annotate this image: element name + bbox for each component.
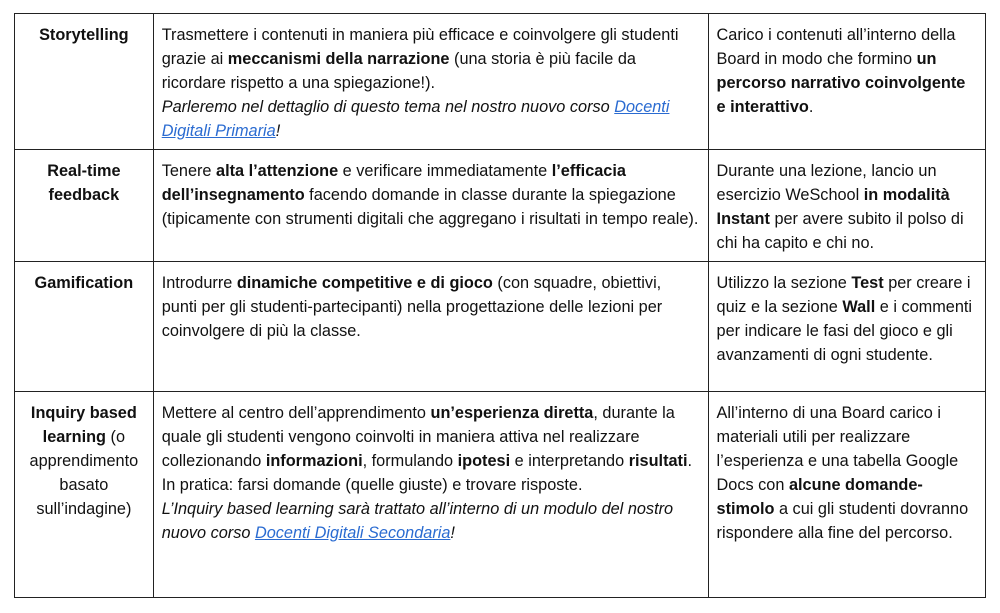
italic-note: L’Inquiry based learning sarà trattato all’interno di un modulo del nostro nuovo corso — [161, 500, 674, 542]
method-name-cell — [15, 14, 154, 150]
bold-text: alta l’attenzione — [216, 162, 339, 180]
bold-text: risultati — [628, 452, 688, 470]
body-text: e verificare immediatamente — [338, 162, 552, 180]
body-text: (con squadre, obiettivi, punti per gli studenti-partecipanti) nella progettazione delle lezioni per coinvolgere di più la classe. — [161, 274, 663, 340]
body-text: In pratica: farsi domande (quelle giuste) e trovare risposte. — [161, 476, 583, 494]
body-text: Carico i contenuti all’interno della Board in modo che formino — [716, 26, 956, 68]
method-name: Gamification — [34, 274, 134, 292]
bold-text: l’efficacia dell’insegnamento — [161, 162, 626, 204]
table-row — [15, 262, 986, 392]
method-example-cell — [708, 14, 985, 150]
course-link[interactable]: Docenti Digitali Secondaria — [254, 524, 451, 542]
table-row — [15, 14, 986, 150]
bold-text: ipotesi — [457, 452, 511, 470]
method-description-cell — [153, 392, 708, 598]
bold-text: un’esperienza diretta — [430, 404, 594, 422]
course-link[interactable]: Docenti Digitali Primaria — [161, 98, 670, 140]
methods-table — [14, 13, 986, 598]
bold-text: Wall — [842, 298, 876, 316]
body-text: All’interno di una Board carico i materiali utili per realizzare l’esperienza e una tabella Google Docs con — [716, 404, 959, 494]
body-text: e interpretando — [510, 452, 629, 470]
body-text: (una storia è più facile da ricordare rispetto a una spiegazione!). — [161, 50, 636, 92]
body-text: , durante la quale gli studenti vengono coinvolti in maniera attiva nel realizzare collezionando — [161, 404, 675, 470]
method-example-cell — [708, 392, 985, 598]
body-text: , formulando — [362, 452, 458, 470]
body-text: Trasmettere i contenuti in maniera più efficace e coinvolgere gli studenti grazie ai — [161, 26, 679, 68]
body-text: Introdurre — [161, 274, 237, 292]
body-text: facendo domande in classe durante la spiegazione (tipicamente con strumenti digitali che aggregano i risultati in tempo reale). — [161, 186, 699, 228]
bold-text: un percorso narrativo coinvolgente e interattivo — [716, 50, 966, 116]
bold-text: meccanismi della narrazione — [227, 50, 450, 68]
method-name-note: (o apprendimento basato sull’indagine) — [29, 428, 139, 518]
method-name: Real-time feedback — [47, 162, 121, 204]
body-text: . — [808, 98, 814, 116]
bold-text: dinamiche competitive e di gioco — [236, 274, 493, 292]
bold-text: alcune domande-stimolo — [716, 476, 923, 518]
body-text: a cui gli studenti dovranno rispondere alla fine del percorso. — [716, 500, 969, 542]
body-text: per creare i quiz e la sezione — [716, 274, 971, 316]
bold-text: in modalità Instant — [716, 186, 950, 228]
body-text: e i commenti per indicare le fasi del gioco e gli avanzamenti di ogni studente. — [716, 298, 973, 364]
bold-text: Test — [851, 274, 884, 292]
method-description-cell — [153, 150, 708, 262]
body-text: Utilizzo la sezione — [716, 274, 852, 292]
method-name: Storytelling — [39, 26, 129, 44]
italic-note: ! — [275, 122, 281, 140]
body-text: Mettere al centro dell’apprendimento — [161, 404, 431, 422]
method-name-cell — [15, 150, 154, 262]
method-name-cell — [15, 392, 154, 598]
italic-note: ! — [450, 524, 455, 542]
method-example-cell — [708, 262, 985, 392]
table-row — [15, 392, 986, 598]
method-description-cell — [153, 14, 708, 150]
body-text: Durante una lezione, lancio un esercizio WeSchool — [716, 162, 937, 204]
method-description-cell — [153, 262, 708, 392]
method-name-cell — [15, 262, 154, 392]
table-row — [15, 150, 986, 262]
method-example-cell — [708, 150, 985, 262]
italic-note: Parleremo nel dettaglio di questo tema nel nostro nuovo corso — [161, 98, 615, 116]
italic-link-wrap — [255, 524, 450, 542]
body-text: per avere subito il polso di chi ha capito e chi no. — [716, 210, 964, 252]
bold-text: informazioni — [265, 452, 363, 470]
body-text: Tenere — [161, 162, 217, 180]
body-text: . — [687, 452, 693, 470]
method-name: Inquiry based learning — [30, 404, 137, 446]
